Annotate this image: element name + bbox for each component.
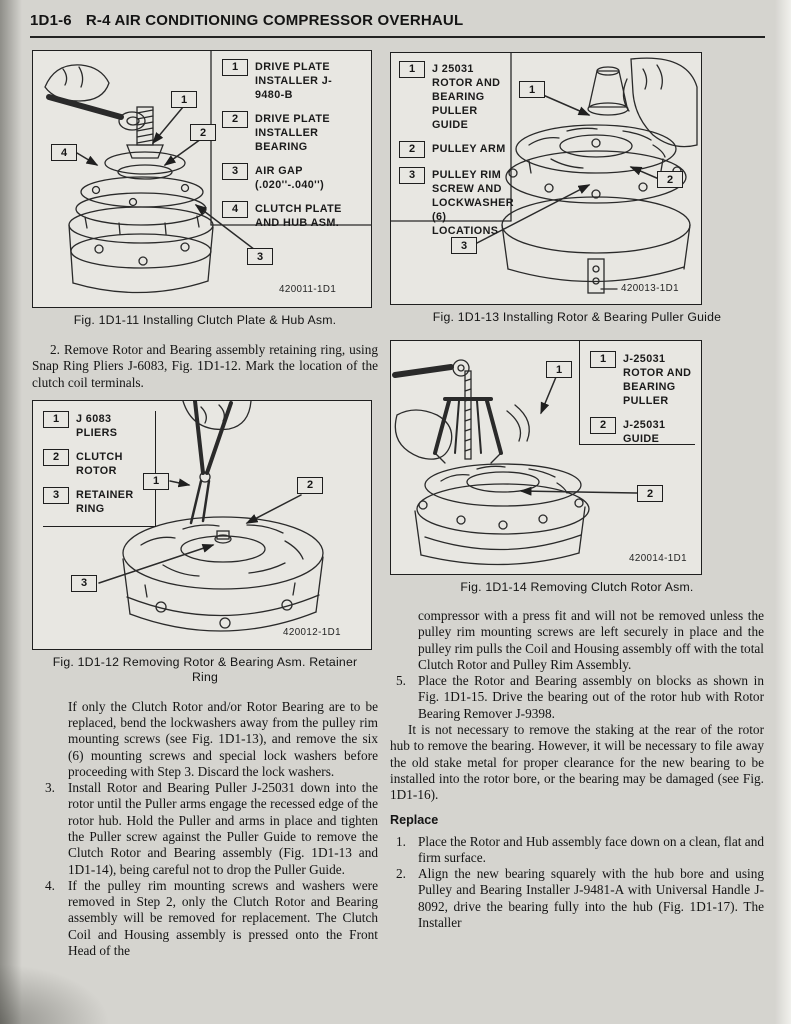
legend-label: DRIVE PLATE INSTALLER BEARING bbox=[255, 113, 330, 154]
legend-label: CLUTCH PLATE AND HUB ASM. bbox=[255, 203, 342, 230]
legend-number-box: 4 bbox=[222, 201, 248, 218]
legend-item bbox=[399, 61, 507, 132]
figure-legend bbox=[399, 61, 514, 238]
list-text: Install Rotor and Bearing Puller J-25031 down into the rotor until the Puller arms engage the recessed edge of the rotor hub. Hold the Puller and arms in place and tighten the Puller screw against the Puller Guide to remove the Clutch Rotor and Bearing assembly (Fig. 1D1-13 and 1D1-14), being careful not to drop the Puller Guide. bbox=[68, 780, 378, 877]
right-column bbox=[390, 48, 764, 931]
figure-caption: Fig. 1D1-11 Installing Clutch Plate & Hub Asm. bbox=[73, 313, 337, 327]
legend-label: J 25031 ROTOR AND BEARING PULLER GUIDE bbox=[432, 63, 501, 132]
legend-number-box: 3 bbox=[399, 167, 425, 184]
callout-box: 1 bbox=[519, 81, 545, 98]
legend-item bbox=[222, 111, 368, 154]
left-column bbox=[32, 48, 378, 959]
legend-item bbox=[222, 59, 368, 102]
legend-number-box: 3 bbox=[222, 163, 248, 180]
legend-label: PULLEY ARM bbox=[432, 143, 506, 156]
list-number: 1. bbox=[396, 833, 406, 849]
legend-label: PULLEY RIM SCREW AND LOCKWASHER (6) LOCATIONS bbox=[432, 169, 514, 238]
figure-1d1-12 bbox=[32, 400, 372, 650]
callout-box: 2 bbox=[657, 171, 683, 188]
legend-label: AIR GAP (.020''-.040'') bbox=[255, 165, 325, 192]
callout-box: 4 bbox=[51, 144, 77, 161]
legend-number-box: 3 bbox=[43, 487, 69, 504]
figure-1d1-14 bbox=[390, 340, 702, 575]
page-header bbox=[30, 12, 765, 38]
legend-number-box: 2 bbox=[43, 449, 69, 466]
legend-label: J-25031 ROTOR AND BEARING PULLER bbox=[623, 353, 692, 408]
callout-box: 2 bbox=[190, 124, 216, 141]
legend-item bbox=[590, 417, 695, 446]
list-number: 5. bbox=[396, 673, 406, 689]
list-number: 4. bbox=[45, 877, 55, 893]
legend-item bbox=[43, 487, 147, 516]
figure-part-number: 420013-1D1 bbox=[621, 283, 679, 294]
figure-part-number: 420011-1D1 bbox=[279, 284, 337, 295]
legend-label: J 6083 PLIERS bbox=[76, 412, 118, 439]
callout-box: 3 bbox=[247, 248, 273, 265]
list-item-5 bbox=[390, 673, 764, 722]
legend-item bbox=[43, 411, 147, 440]
legend-label: DRIVE PLATE INSTALLER J-9480-B bbox=[255, 61, 333, 102]
figure-part-number: 420012-1D1 bbox=[283, 626, 341, 638]
page-number: 1D1-6 bbox=[30, 12, 72, 29]
legend-number-box: 2 bbox=[399, 141, 425, 158]
legend-number-box: 2 bbox=[222, 111, 248, 128]
replace-heading: Replace bbox=[390, 812, 439, 827]
list-number: 2. bbox=[396, 866, 406, 882]
list-item-1 bbox=[390, 834, 764, 867]
legend-item bbox=[222, 163, 368, 192]
figure-caption: Fig. 1D1-12 Removing Rotor & Bearing Asm. Retainer Ring bbox=[52, 654, 358, 685]
list-text: Align the new bearing squarely with the hub bore and using Pulley and Bearing Installer J-9481-A with Universal Handle J-8092, drive the bearing fully into the hub (Fig. 1D1-17). The Installer bbox=[418, 866, 764, 931]
figure-caption: Fig. 1D1-13 Installing Rotor & Bearing Puller Guide bbox=[432, 310, 722, 324]
paragraph-step-2: 2. Remove Rotor and Bearing assembly retaining ring, using Snap Ring Pliers J-6083, Fig. 1D1-12. Mark the location of the clutch coil terminals. bbox=[32, 342, 378, 390]
scan-edge-shadow-left bbox=[0, 0, 22, 1024]
page-title: R-4 AIR CONDITIONING COMPRESSOR OVERHAUL bbox=[85, 12, 464, 29]
legend-number-box: 1 bbox=[590, 351, 616, 368]
paragraph-if-only: If only the Clutch Rotor and/or Rotor Bearing are to be replaced, bend the lockwashers away from the pulley rim mounting screws (see Fig. 1D1-13), and remove the six (6) mounting screws and special lock washers before proceeding with Step 3. Discard the lock washers. bbox=[68, 698, 378, 779]
callout-box: 2 bbox=[637, 485, 663, 502]
figure-legend bbox=[222, 59, 368, 230]
scan-corner-shadow bbox=[0, 964, 110, 1024]
paragraph-staking: It is not necessary to remove the staking at the rear of the rotor hub to remove the bearing. However, it will be necessary to file away the old stake metal for proper clearance for the new bearing to be installed into the rotor bore, or the bearing may be damaged (see Fig. 1D1-16). bbox=[390, 722, 764, 803]
legend-number-box: 1 bbox=[222, 59, 248, 76]
legend-item bbox=[222, 201, 368, 230]
legend-item bbox=[399, 141, 507, 158]
paragraph-compressor: compressor with a press fit and will not be removed unless the pulley rim mounting screws are left securely in place and the pulley rim pulls the Coil and Housing assembly off with the total Clutch Rotor and Pulley Rim Assembly. bbox=[418, 608, 764, 672]
callout-box: 3 bbox=[71, 575, 97, 592]
figure-1d1-13 bbox=[390, 52, 702, 305]
legend-item bbox=[399, 167, 514, 238]
legend-number-box: 1 bbox=[399, 61, 425, 78]
figure-part-number: 420014-1D1 bbox=[629, 553, 687, 564]
figure-legend bbox=[43, 411, 156, 527]
legend-label: J-25031 GUIDE bbox=[623, 419, 666, 446]
list-text: Place the Rotor and Hub assembly face down on a clean, flat and firm surface. bbox=[418, 833, 764, 865]
callout-box: 1 bbox=[171, 91, 197, 108]
list-text: If the pulley rim mounting screws and washers were removed in Step 2, only the Clutch Rotor and Bearing assembly will be removed for replacement. The Clutch Coil and Housing assembly is pressed onto the Front Head of the bbox=[68, 877, 378, 959]
figure-1d1-11 bbox=[32, 50, 372, 308]
legend-label: RETAINER RING bbox=[76, 489, 134, 516]
legend-item bbox=[43, 449, 147, 478]
callout-box: 1 bbox=[546, 361, 572, 378]
list-text: Place the Rotor and Bearing assembly on blocks as shown in Fig. 1D1-15. Drive the bearing out of the rotor hub with Rotor Bearing Remover J-9398. bbox=[418, 673, 764, 721]
list-item-4 bbox=[32, 878, 378, 959]
figure-caption: Fig. 1D1-14 Removing Clutch Rotor Asm. bbox=[460, 580, 694, 594]
callout-box: 1 bbox=[143, 473, 169, 490]
figure-legend bbox=[579, 341, 695, 445]
legend-number-box: 1 bbox=[43, 411, 69, 428]
callout-box: 2 bbox=[297, 477, 323, 494]
legend-number-box: 2 bbox=[590, 417, 616, 434]
list-number: 3. bbox=[45, 780, 55, 796]
list-item-2 bbox=[390, 866, 764, 931]
list-item-3 bbox=[32, 780, 378, 878]
legend-item bbox=[590, 351, 695, 408]
legend-label: CLUTCH ROTOR bbox=[76, 450, 123, 477]
scan-edge-highlight-right bbox=[775, 0, 791, 1024]
callout-box: 3 bbox=[451, 237, 477, 254]
